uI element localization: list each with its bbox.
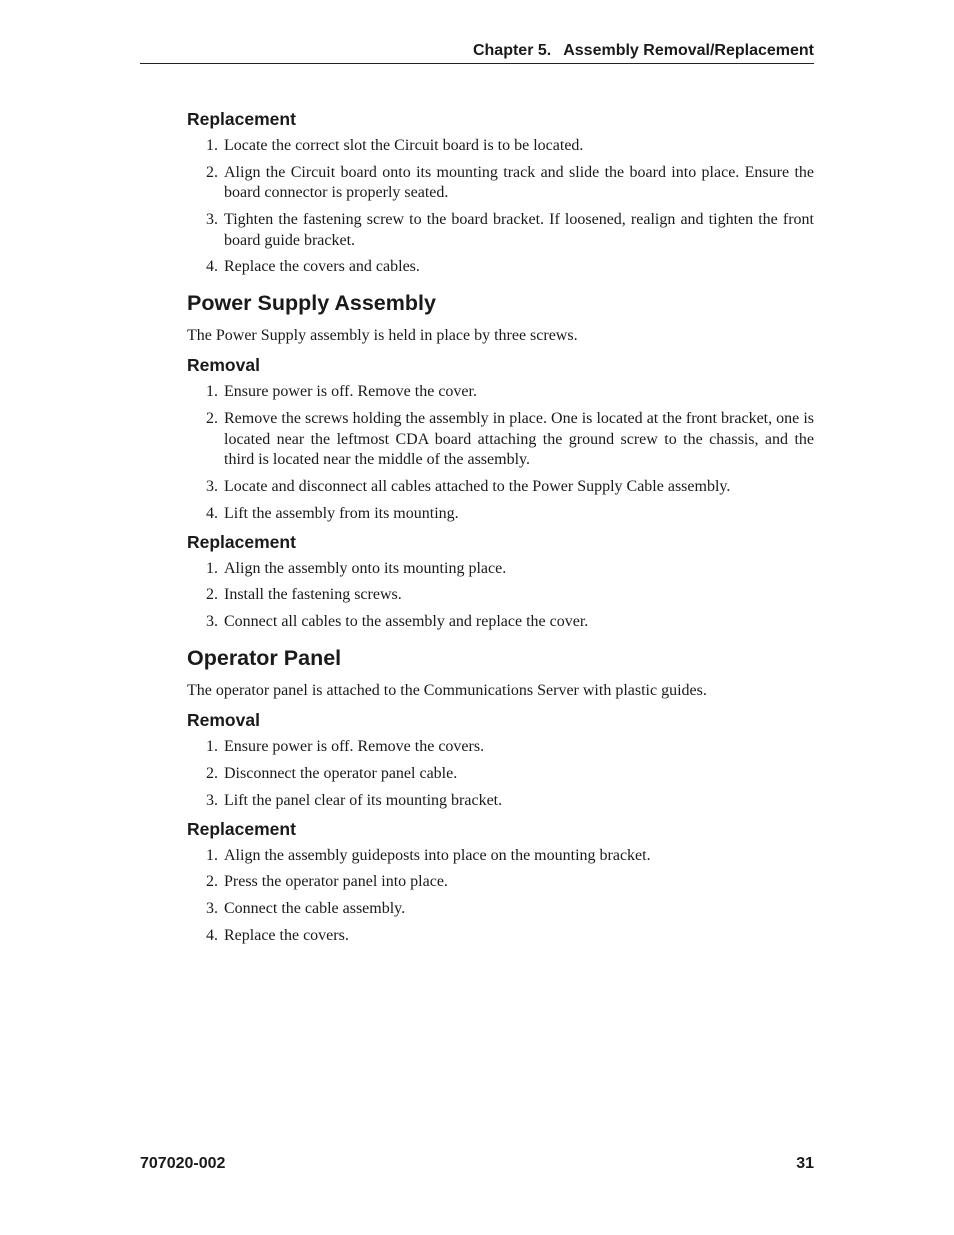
list-item: 3. Connect the cable assembly. xyxy=(206,900,406,918)
list-item: 1. Align the assembly guideposts into place on the mounting bracket. xyxy=(206,846,651,864)
list-item: 3. Tighten the fastening screw to the board bracket. If loosened, realign and tighten the front board guide bracket. xyxy=(206,211,814,249)
chapter-title: Assembly Removal/Replacement xyxy=(563,42,814,59)
operator-panel-replacement-steps xyxy=(187,846,814,947)
chapter-label: Chapter 5. xyxy=(472,42,552,59)
operator-panel-removal-steps xyxy=(187,737,814,811)
list-item: 1. Ensure power is off. Remove the cover. xyxy=(206,383,477,401)
operator-panel-removal-heading: Removal xyxy=(187,710,260,731)
power-supply-replacement-steps xyxy=(187,559,814,633)
list-item: 3. Lift the panel clear of its mounting bracket. xyxy=(206,791,503,809)
page-header xyxy=(140,42,814,64)
list-item: 3. Connect all cables to the assembly and replace the cover. xyxy=(206,613,589,631)
list-item: 2. Install the fastening screws. xyxy=(206,586,402,604)
power-supply-removal-steps xyxy=(187,382,814,524)
list-item: 3. Locate and disconnect all cables attached to the Power Supply Cable assembly. xyxy=(206,477,731,495)
power-supply-title: Power Supply Assembly xyxy=(187,290,436,315)
operator-panel-intro: The operator panel is attached to the Communications Server with plastic guides. xyxy=(187,681,707,699)
board-replacement-steps xyxy=(187,136,814,278)
board-replacement-heading: Replacement xyxy=(187,109,296,129)
list-item: 2. Press the operator panel into place. xyxy=(206,873,448,891)
power-supply-intro: The Power Supply assembly is held in place by three screws. xyxy=(187,326,578,344)
list-item: 2. Align the Circuit board onto its mounting track and slide the board into place. Ensure the board connector is properly seated. xyxy=(206,163,814,202)
operator-panel-replacement-heading: Replacement xyxy=(187,818,296,839)
list-item: 1. Align the assembly onto its mounting place. xyxy=(206,559,507,577)
list-item: 4. Replace the covers and cables. xyxy=(206,258,420,276)
list-item: 1. Ensure power is off. Remove the covers. xyxy=(206,738,485,756)
page-number: 31 xyxy=(796,1155,814,1172)
list-item: 4. Lift the assembly from its mounting. xyxy=(206,504,459,522)
list-item: 2. Remove the screws holding the assembly in place. One is located at the front bracket, one is located near the leftmost CDA board attaching the ground screw to the chassis, and the third is located near the middle of the assembly. xyxy=(206,410,814,469)
document-number: 707020-002 xyxy=(140,1155,226,1172)
list-item: 2. Disconnect the operator panel cable. xyxy=(206,764,458,782)
power-supply-replacement-heading: Replacement xyxy=(187,531,296,552)
list-item: 4. Replace the covers. xyxy=(206,926,349,944)
power-supply-removal-heading: Removal xyxy=(187,355,260,376)
operator-panel-title: Operator Panel xyxy=(187,645,342,670)
page-content xyxy=(187,108,814,953)
list-item: 1. Locate the correct slot the Circuit board is to be located. xyxy=(206,137,584,154)
